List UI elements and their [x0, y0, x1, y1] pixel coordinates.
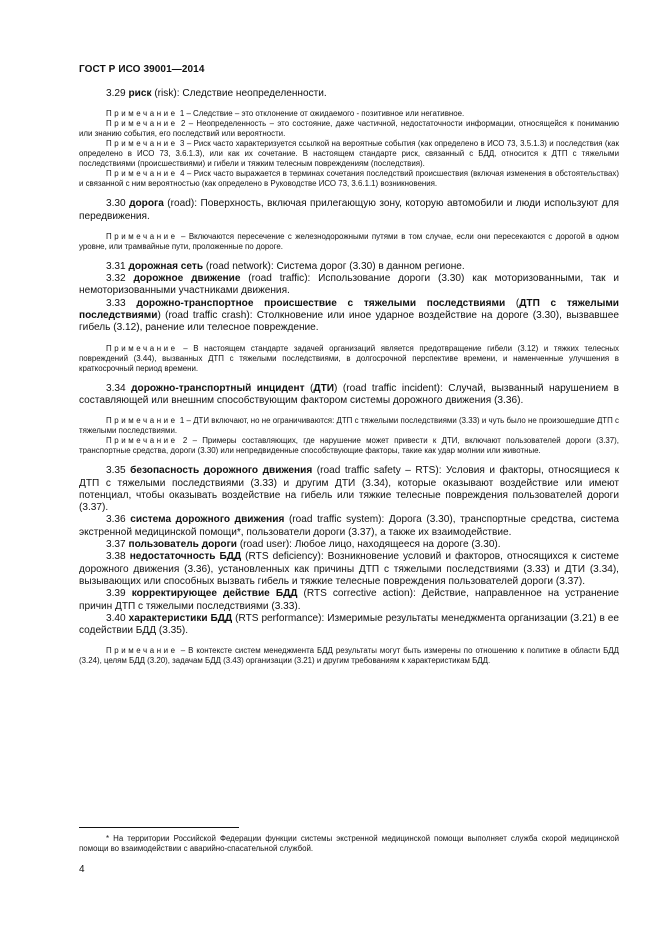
term-abbreviation: ДТП с тяжелыми последствиями	[79, 297, 620, 322]
note-3-40: Примечание – В контексте систем менеджмента БДД результаты могут быть измерены по отношению к политике в области БДД (3.24), целям БДД (3.20), задачам БДД (3.43) организации (3.21) и другим требованиям к характеристикам БДД.	[79, 646, 619, 666]
term-name: риск	[128, 88, 152, 99]
term-name: дорожно-транспортный инцидент	[131, 382, 305, 394]
term-name: корректирующее действие БДД	[131, 588, 298, 600]
note-3-29-2: Примечание 2 – Неопределенность – это состояние, даже частичной, недостаточности информации, относящейся к пониманию или знанию события, его последствий или вероятности.	[79, 119, 619, 139]
note-3-34-2: Примечание 2 – Примеры составляющих, где нарушение может привести к ДТИ, включают пользователей дороги (3.37), транспортные средства, дороги (3.30) или непредвиденные способствующие факторы, такие как удар молнии или животные.	[79, 436, 619, 456]
document-body	[79, 88, 619, 666]
note-3-29-1: Примечание 1 – Следствие – это отклонение от ожидаемого - позитивное или негативное.	[106, 109, 465, 119]
note-3-33: Примечание – В настоящем стандарте задачей организаций является предотвращение гибели (3.12) и тяжких телесных повреждений (3.44), вызванных ДТП с тяжелыми последствиями, в долгосрочной перспективе времени, и наменченные улучшения в краткосрочный период времени.	[79, 343, 619, 373]
note-3-29-4: Примечание 4 – Риск часто выражается в терминах сочетания последствий происшествия (включая изменения в обстоятельствах) и связанной с ним вероятностью (как определено в Руководстве ИСО 73, 3.6.1.1) возникновения.	[79, 169, 619, 189]
term-name: пользователь дороги	[128, 539, 238, 551]
term-abbreviation: ДТИ	[313, 382, 335, 394]
term-3-31: 3.31 дорожная сеть (road network): Система дорог (3.30) в данном регионе.	[106, 260, 465, 272]
note-3-29-3: Примечание 3 – Риск часто характеризуется ссылкой на вероятные события (как определено в ИСО 73, 3.5.1.3) и последствия (как определено в ИСО 73, 3.6.1.3), или как их сочетание. В настоящем стандарте риск, связанный с БДД, относится к ДТП с тяжелыми последствиями (происшествиями) и гибели и тяжким телесным повреждениям (последствия).	[79, 139, 619, 169]
term-3-36: 3.36 система дорожного движения (road traffic system): Дорога (3.30), транспортные средства, система экстренной медицинской помощи*, пользователи дороги (3.37), а также их взаимодействие.	[79, 514, 620, 538]
footnote: * На территории Российской Федерации функции системы экстренной медицинской помощи выполняет служба скорой медицинской помощи во взаимодействии с аварийно-спасательной службой.	[79, 834, 619, 853]
term-3-39: 3.39 корректирующее действие БДД (RTS corrective action): Действие, направленное на устранение причин ДТП с тяжелыми последствиями (3.33).	[79, 588, 619, 612]
note-3-30: Примечание – Включаются пересечение с железнодорожными путями в том случае, если они пересекаются с дорогой в одном уровне, или трамвайные пути, проложенные по дороге.	[79, 231, 619, 251]
term-name: дорожно-транспортное происшествие с тяжелыми последствиями	[136, 297, 506, 309]
term-3-34: 3.34 дорожно-транспортный инцидент (ДТИ) (road traffic incident): Случай, вызванный нарушением в составляющей или внешним способствующим фактором системы дорожного движения (3.36).	[79, 382, 619, 406]
term-name: дорожная сеть	[128, 260, 204, 272]
term-name: дорожное движение	[133, 273, 241, 285]
term-3-37: 3.37 пользователь дороги (road user): Любое лицо, находящееся на дороге (3.30).	[106, 539, 501, 551]
term-3-33: 3.33 дорожно-транспортное происшествие с тяжелыми последствиями (ДТП с тяжелыми последствиями) (road traffic crash): Столкновение или иное ударное воздействие на дороге (3.30), вызвавшее гибель (3.12), ранение или телесное повреждение.	[79, 297, 620, 334]
term-name: характеристики БДД	[128, 612, 233, 624]
term-3-35: 3.35 безопасность дорожного движения (road traffic safety – RTS): Условия и факторы, относящиеся к ДТП с тяжелыми последствиями (3.33) и другим ДТИ (3.34), которые оказывают воздействие или имеют потенциал, чтобы оказывать воздействие на гибель или тяжкие телесные повреждения пользователей дороги (3.37).	[79, 465, 619, 514]
note-3-34-1: Примечание 1 – ДТИ включают, но не ограничиваются: ДТП с тяжелыми последствиями (3.33) и чуть было не произошедшие ДТП с тяжелыми последствиями.	[79, 416, 619, 436]
term-3-40: 3.40 характеристики БДД (RTS performance): Измеримые результаты менеджмента организации (3.21) в ее содействии БДД (3.35).	[79, 612, 620, 637]
document-header: ГОСТ Р ИСО 39001—2014	[79, 64, 205, 75]
term-name: дорога	[129, 198, 164, 210]
term-name: безопасность дорожного движения	[130, 465, 313, 477]
term-name: недостаточность БДД	[129, 551, 242, 563]
term-3-30: 3.30 дорога (road): Поверхность, включая прилегающую зону, которую автомобили и люди используют для передвижения.	[79, 198, 619, 222]
term-3-32: 3.32 дорожное движение (road traffic): Использование дороги (3.30) как моторизованными, так и немоторизованными участниками движения.	[79, 273, 619, 297]
term-3-38: 3.38 недостаточность БДД (RTS deficiency): Возникновение условий и факторов, относящихся к системе дорожного движения (3.36), установленных как причины ДТП с тяжелыми последствиями (3.33) и ДТИ (3.34), вызывающих или способных вызвать гибель и тяжкие телесные повреждения пользователей дороги (3.37).	[79, 551, 619, 587]
footnote-separator	[79, 827, 239, 828]
term-name: система дорожного движения	[130, 514, 285, 526]
page-number: 4	[79, 864, 85, 875]
term-3-29: 3.29 риск (risk): Следствие неопределенности.	[106, 88, 327, 99]
